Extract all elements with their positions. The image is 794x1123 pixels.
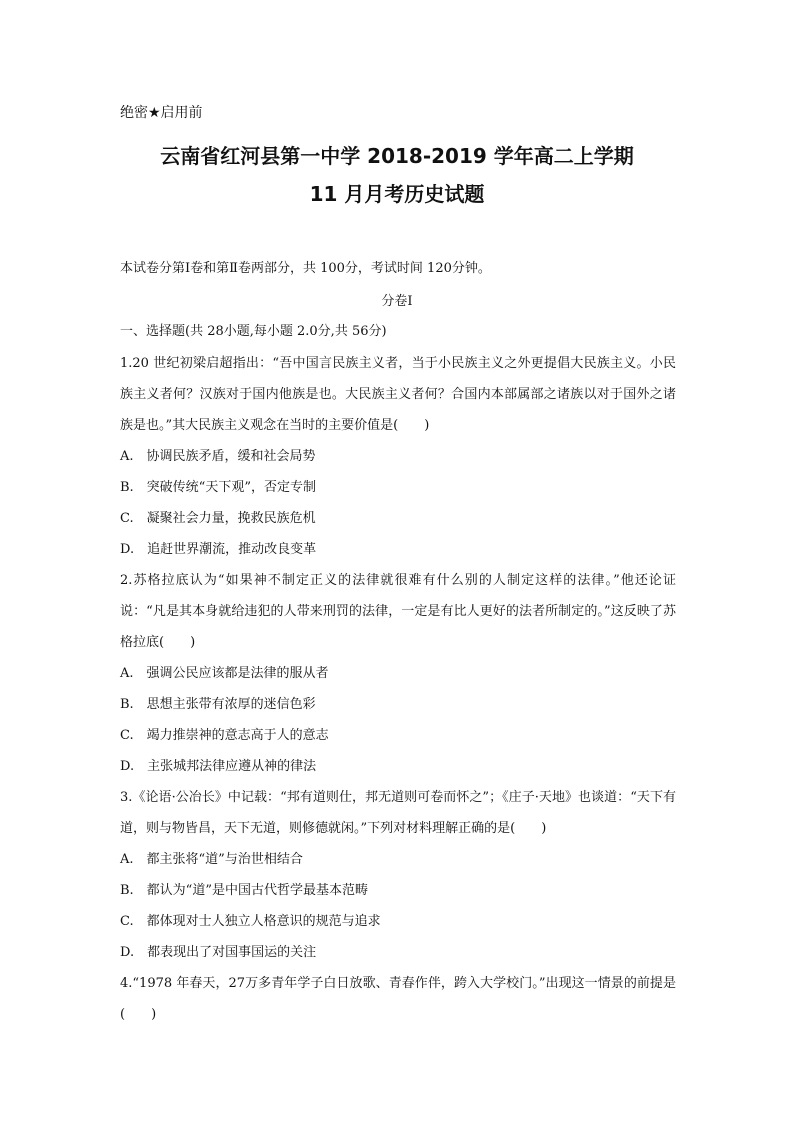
question-1-option-a: A. 协调民族矛盾，缓和社会局势 (120, 449, 316, 464)
question-3-option-b: B. 都认为“道”是中国古代哲学最基本范畴 (120, 883, 368, 898)
question-3-stem: 3.《论语·公冶长》中记载：“邦有道则仕，邦无道则可卷而怀之”；《庄子·天地》也谈道：“天下有道，则与物皆昌，天下无道，则修德就闲。”下列对材料理解正确的是( ) (120, 790, 676, 836)
question-1-stem: 1.20 世纪初梁启超指出：“吾中国言民族主义者，当于小民族主义之外更提倡大民族主义。小民族主义者何？汉族对于国内他族是也。大民族主义者何？合国内本部属部之诸族以对于国外之诸族是也。”其大民族主义观念在当时的主要价值是( ) (120, 356, 676, 433)
exam-title-line1: 云南省红河县第一中学 2018-2019 学年高二上学期 (160, 144, 634, 168)
question-2-stem: 2.苏格拉底认为“如果神不制定正义的法律就很难有什么别的人制定这样的法律。”他还论证说：“凡是其本身就给违犯的人带来刑罚的法律，一定是有比人更好的法者所制定的。”这反映了苏格拉底( ) (120, 573, 676, 650)
question-2-option-a: A. 强调公民应该都是法律的服从者 (120, 666, 329, 681)
part-title: 一、选择题(共 28小题,每小题 2.0分,共 56分) (120, 324, 387, 339)
question-2-option-c: C. 竭力推崇神的意志高于人的意志 (120, 728, 329, 743)
question-3-option-d: D. 都表现出了对国事国运的关注 (120, 945, 317, 960)
secret-mark: 绝密★启用前 (120, 105, 203, 121)
question-1-option-d: D. 追赶世界潮流，推动改良变革 (120, 542, 317, 557)
question-3-option-a: A. 都主张将“道”与治世相结合 (120, 852, 303, 867)
question-2-option-d: D. 主张城邦法律应遵从神的律法 (120, 759, 317, 774)
exam-title-line2: 11 月月考历史试题 (309, 182, 485, 206)
question-list (120, 348, 676, 1030)
exam-intro: 本试卷分第Ⅰ卷和第Ⅱ卷两部分，共 100分，考试时间 120分钟。 (120, 261, 491, 276)
question-2-option-b: B. 思想主张带有浓厚的迷信色彩 (120, 697, 316, 712)
question-1-option-c: C. 凝聚社会力量，挽救民族危机 (120, 511, 316, 526)
question-1-option-b: B. 突破传统“天下观”，否定专制 (120, 480, 316, 495)
question-4-stem: 4.“1978 年春天，27万多青年学子白日放歌、青春作伴，跨入大学校门。”出现这一情景的前提是( ) (120, 976, 676, 1022)
question-3-option-c: C. 都体现对士人独立人格意识的规范与追求 (120, 914, 381, 929)
section-label: 分卷I (381, 294, 413, 309)
